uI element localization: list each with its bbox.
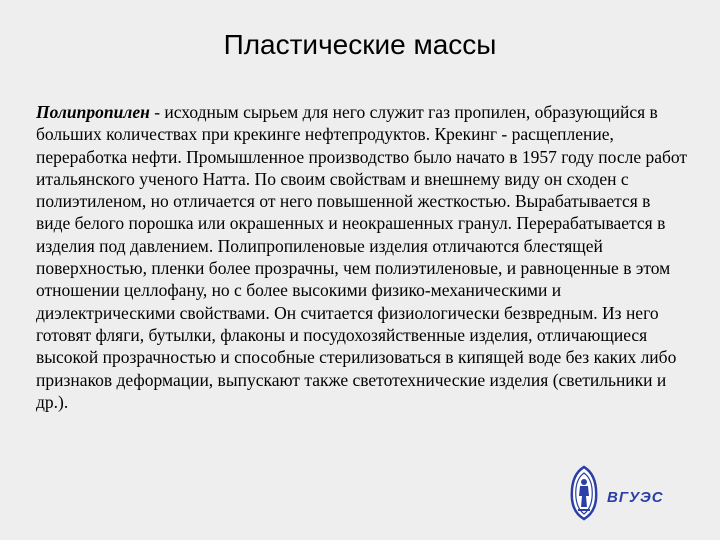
- term-polypropylene: Полипропилен: [36, 102, 150, 122]
- body-description: - исходным сырьем для него служит газ пропилен, образующийся в больших количествах при крекинге нефтепродуктов. Крекинг - расщепление, переработка нефти. Промышленное производство было начато в 1957 году после работ итальянского ученого Натта. По своим свойствам и внешнему виду он сходен с полиэтиленом, но отличается от него повышенной жесткостью. Вырабатывается в виде белого порошка или окрашенных и неокрашенных гранул. Перерабатывается в изделия под давлением. Полипропиленовые изделия отличаются блестящей поверхностью, пленки более прозрачны, чем полиэтиленовые, и равноценные в этом отношении целлофану, но с более высокими физико-механическими и диэлектрическими свойствами. Он считается физиологически безвредным. Из него готовят фляги, бутылки, флаконы и посудохозяйственные изделия, отличающиеся высокой прозрачностью и способные стерилизоваться в кипящей воде без каких либо признаков деформации, выпускают также светотехнические изделия (светильники и др.).: [36, 102, 688, 412]
- university-logo: [567, 465, 677, 521]
- logo-text: ВГУЭС: [607, 489, 664, 506]
- slide-title: Пластические массы: [223, 29, 497, 60]
- university-emblem-icon: [567, 465, 601, 521]
- slide-body-text: [36, 101, 688, 413]
